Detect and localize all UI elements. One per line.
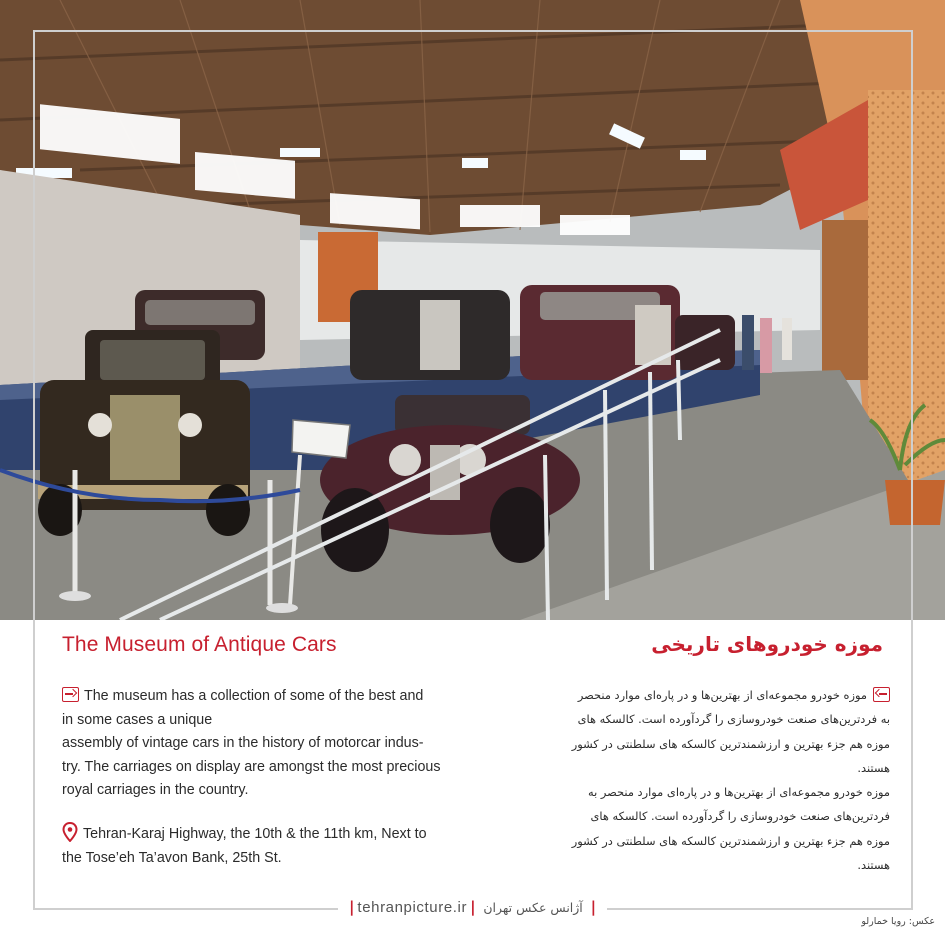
footer-agency-name: آژانس عکس تهران bbox=[483, 900, 583, 915]
description-persian-line: موزه خودرو مجموعه‌ای از بهترین‌ها و در پاره‌ای موارد منحصر به bbox=[587, 785, 890, 800]
description-persian-line: موزه هم جزء بهترین و ارزشمندترین کالسکه های سلطنتی در کشور bbox=[571, 833, 890, 848]
description-english-line: assembly of vintage cars in the history of motorcar indus- bbox=[62, 735, 424, 751]
footer bbox=[0, 897, 945, 916]
description-persian-line: به فردترین‌های صنعت خودروسازی را گردآورده است. کالسکه های bbox=[577, 712, 890, 727]
footer-separator: | bbox=[470, 898, 476, 916]
description-english-line: in some cases a unique bbox=[62, 711, 213, 728]
location-pin-icon bbox=[62, 822, 78, 842]
description-persian bbox=[500, 683, 890, 877]
description-persian-line: هستند. bbox=[857, 858, 890, 873]
enter-arrow-icon bbox=[62, 687, 79, 702]
description-persian-line: هستند. bbox=[857, 760, 890, 775]
description-english-line: try. The carriages on display are amongst the most precious bbox=[62, 758, 441, 775]
footer-separator: | bbox=[590, 898, 597, 916]
address-line: the Tose’eh Ta’avon Bank, 25th St. bbox=[62, 850, 282, 866]
photo-credit: عکس: رویا خمارلو bbox=[861, 916, 935, 927]
title-persian: موزه خودروهای تاریخی bbox=[651, 632, 883, 656]
description-persian-line: موزه هم جزء بهترین و ارزشمندترین کالسکه های سلطنتی در کشور bbox=[571, 736, 890, 751]
title-english: The Museum of Antique Cars bbox=[62, 633, 337, 656]
enter-arrow-icon bbox=[873, 687, 890, 702]
description-english-line: The museum has a collection of some of the best and bbox=[62, 685, 457, 709]
description-persian-line: موزه خودرو مجموعه‌ای از بهترین‌ها و در پاره‌ای موارد منحصر bbox=[500, 683, 890, 707]
footer-url[interactable]: tehranpicture.ir bbox=[357, 899, 468, 916]
description-persian-line: فردترین‌های صنعت خودروسازی را گردآورده است. کالسکه های bbox=[590, 809, 890, 824]
address-line: Tehran-Karaj Highway, the 10th & the 11th km, Next to bbox=[62, 822, 457, 846]
footer-brand bbox=[338, 898, 607, 916]
footer-separator: | bbox=[348, 898, 355, 916]
address-english bbox=[62, 822, 457, 870]
description-english bbox=[62, 685, 457, 803]
description-english-line: royal carriages in the country. bbox=[62, 782, 249, 798]
